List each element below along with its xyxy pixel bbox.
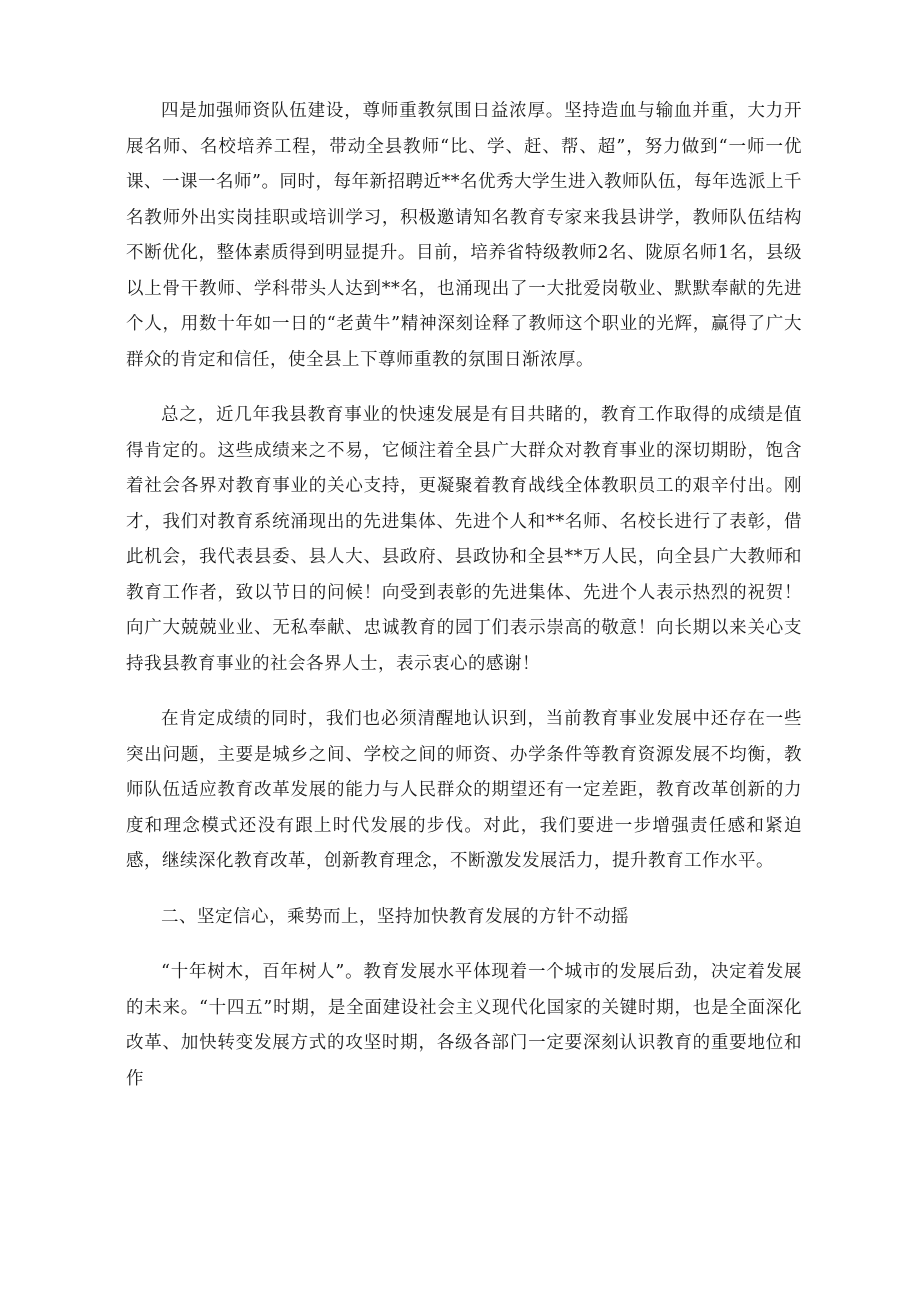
paragraph-education-future: “十年树木，百年树人”。教育发展水平体现着一个城市的发展后劲，决定着发展的未来。“十四五”时期，是全面建设社会主义现代化国家的关键时期，也是全面深化改革、加快转变发展方式的攻坚时期，各级各部门一定要深刻认识教育的重要地位和作 [126, 962, 802, 1089]
paragraph-problems: 在肯定成绩的同时，我们也必须清醒地认识到，当前教育事业发展中还存在一些突出问题，主要是城乡之间、学校之间的师资、办学条件等教育资源发展不均衡，教师队伍适应教育改革发展的能力与人民群众的期望还有一定差距，教育改革创新的力度和理念模式还没有跟上时代发展的步伐。对此，我们要进一步增强责任感和紧迫感，继续深化教育改革，创新教育理念，不断激发发展活力，提升教育工作水平。 [126, 709, 802, 871]
paragraph-teacher-team: 四是加强师资队伍建设，尊师重教氛围日益浓厚。坚持造血与输血并重，大力开展名师、名校培养工程，带动全县教师“比、学、赶、帮、超”，努力做到“一师一优课、一课一名师”。同时，每年新招聘近**名优秀大学生进入教师队伍，每年选派上千名教师外出实岗挂职或培训学习，积极邀请知名教育专家来我县讲学，教师队伍结构不断优化，整体素质得到明显提升。目前，培养省特级教师2名、陇原名师1名，县级以上骨干教师、学科带头人达到**名，也涌现出了一大批爱岗敬业、默默奉献的先进个人，用数十年如一日的“老黄牛”精神深刻诠释了教师这个职业的光辉，赢得了广大群众的肯定和信任，使全县上下尊师重教的氛围日渐浓厚。 [126, 101, 802, 370]
paragraph-summary: 总之，近几年我县教育事业的快速发展是有目共睹的，教育工作取得的成绩是值得肯定的。这些成绩来之不易，它倾注着全县广大群众对教育事业的深切期盼，饱含着社会各界对教育事业的关心支持，更凝聚着教育战线全体教职员工的艰辛付出。刚才，我们对教育系统涌现出的先进集体、先进个人和**名师、名校长进行了表彰，借此机会，我代表县委、县人大、县政府、县政协和全县**万人民，向全县广大教师和教育工作者，致以节日的问候！向受到表彰的先进集体、先进个人表示热烈的祝贺！向广大兢兢业业、无私奉献、忠诚教育的园丁们表示崇高的敬意！向长期以来关心支持我县教育事业的社会各界人士，表示衷心的感谢！ [126, 405, 802, 674]
document-body [126, 94, 802, 1117]
section-heading: 二、坚定信心，乘势而上，坚持加快教育发展的方针不动摇 [161, 906, 629, 927]
